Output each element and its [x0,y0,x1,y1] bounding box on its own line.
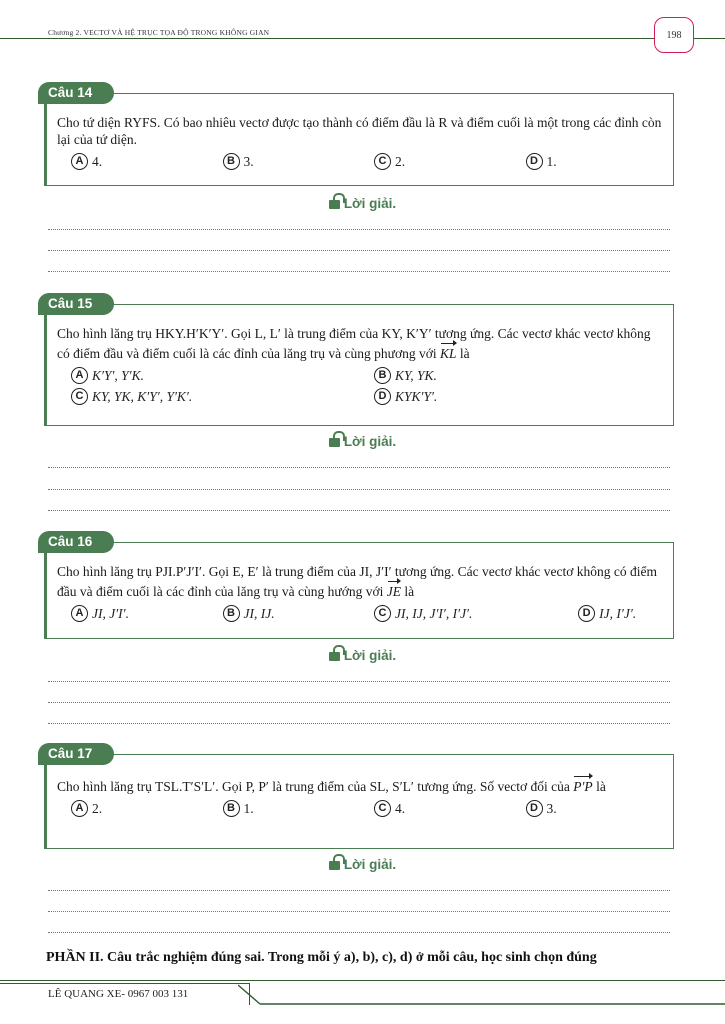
option-letter: A [71,800,88,817]
answer-line[interactable] [48,911,670,912]
vector-je: JE [387,580,401,600]
option-a[interactable] [57,798,209,819]
answer-line[interactable] [48,681,670,682]
question-tag: Câu 15 [38,293,114,315]
answer-line[interactable] [48,723,670,724]
answer-line[interactable] [48,271,670,272]
question-tag: Câu 17 [38,743,114,765]
solution-label: Lời giải. [343,857,397,872]
question-tag: Câu 14 [38,82,114,104]
option-letter: A [71,367,88,384]
question-15 [38,293,674,427]
page-header [0,0,725,60]
option-letter: C [374,153,391,170]
option-text: JI, IJ, J′I′, I′J′. [395,606,473,621]
unlock-icon [329,200,340,209]
question-text-end: là [401,584,415,599]
question-box [44,304,674,426]
answer-line[interactable] [48,890,670,891]
option-a[interactable] [57,365,360,386]
option-text: 2. [92,801,103,816]
option-d[interactable] [578,603,663,624]
options-row [57,798,663,819]
option-text: JI, IJ. [243,606,275,621]
header-rule [0,38,725,39]
answer-line[interactable] [48,250,670,251]
option-c[interactable] [360,151,512,172]
question-text [57,325,663,362]
option-text: 3. [546,801,557,816]
option-text: 1. [546,154,557,169]
option-text: 2. [395,154,406,169]
option-c[interactable] [57,386,360,407]
option-text: 3. [243,154,254,169]
option-text: JI, J′I′. [92,606,130,621]
options-row [57,151,663,172]
option-c[interactable] [360,603,578,624]
solution-heading [0,648,725,663]
question-tag: Câu 16 [38,531,114,553]
option-letter: A [71,605,88,622]
option-text: KY, YK. [395,368,437,383]
option-d[interactable] [512,798,664,819]
option-letter: D [526,800,543,817]
option-letter: C [71,388,88,405]
option-b[interactable] [209,151,361,172]
unlock-icon [329,652,340,661]
option-letter: D [526,153,543,170]
option-letter: B [223,153,240,170]
solution-label: Lời giải. [343,196,397,211]
question-text [57,563,663,600]
question-text-end: là [592,779,606,794]
question-16 [38,531,674,639]
answer-line[interactable] [48,489,670,490]
solution-heading [0,434,725,449]
answer-line[interactable] [48,510,670,511]
option-a[interactable] [57,603,209,624]
option-letter: D [578,605,595,622]
answer-line[interactable] [48,932,670,933]
option-b[interactable] [209,798,361,819]
option-b[interactable] [360,365,663,386]
options-grid [57,365,663,407]
option-letter: B [223,605,240,622]
option-a[interactable] [57,151,209,172]
option-text: 4. [395,801,406,816]
answer-line[interactable] [48,702,670,703]
option-c[interactable] [360,798,512,819]
footer-author: LÊ QUANG XE- 0967 003 131 [48,988,189,1000]
option-d[interactable] [360,386,663,407]
question-box [44,754,674,849]
option-text: 1. [243,801,254,816]
option-d[interactable] [512,151,664,172]
question-14 [38,82,674,186]
option-letter: B [223,800,240,817]
question-text-end: là [456,346,470,361]
footer-rule [0,980,725,981]
option-letter: C [374,800,391,817]
answer-line[interactable] [48,467,670,468]
option-b[interactable] [209,603,361,624]
option-text: KYK′Y′. [395,389,438,404]
question-text-body: Cho hình lăng trụ PJI.P′J′I′. Gọi E, E′ là trung điểm của JI, J′I′ tương ứng. Các vectơ khác vectơ không có điểm đầu và điểm cuối là các đỉnh của lăng trụ và cùng hướng với [57,564,658,599]
option-letter: D [374,388,391,405]
options-row [57,603,663,624]
question-box [44,93,674,186]
page-number-badge: 198 [654,17,694,53]
footer-decoration [238,984,725,1006]
answer-line[interactable] [48,229,670,230]
chapter-title: Chương 2. VECTƠ VÀ HỆ TRỤC TỌA ĐỘ TRONG KHÔNG GIAN [48,28,270,37]
solution-heading [0,857,725,872]
part-two-heading: PHẦN II. Câu trắc nghiệm đúng sai. Trong mỗi ý a), b), c), d) ở mỗi câu, học sinh chọn đúng [46,950,597,965]
option-letter: A [71,153,88,170]
option-text: 4. [92,154,103,169]
solution-label: Lời giải. [343,648,397,663]
question-box [44,542,674,639]
unlock-icon [329,861,340,870]
solution-heading [0,196,725,211]
question-text-body: Cho hình lăng trụ TSL.T′S′L′. Gọi P, P′ là trung điểm của SL, S′L′ tương ứng. Số vectơ đối của [57,779,574,794]
option-letter: B [374,367,391,384]
question-17 [38,743,674,849]
option-letter: C [374,605,391,622]
unlock-icon [329,438,340,447]
option-text: K′Y′, Y′K. [92,368,145,383]
option-text: IJ, I′J′. [599,606,637,621]
vector-kl: KL [440,342,457,362]
question-text: Cho tứ diện RYFS. Có bao nhiêu vectơ được tạo thành có điểm đầu là R và điểm cuối là một trong các đỉnh còn lại của tứ diện. [57,115,662,147]
question-text-body: Cho hình lăng trụ HKY.H′K′Y′. Gọi L, L′ là trung điểm của KY, K′Y′ tương ứng. Các vectơ khác vectơ không có điểm đầu và điểm cuối là các đỉnh của lăng trụ và cùng phương với [57,326,651,361]
question-text [57,775,663,795]
option-text: KY, YK, K′Y′, Y′K′. [92,389,193,404]
vector-p-prime-p: P′P [573,775,592,795]
solution-label: Lời giải. [343,434,397,449]
